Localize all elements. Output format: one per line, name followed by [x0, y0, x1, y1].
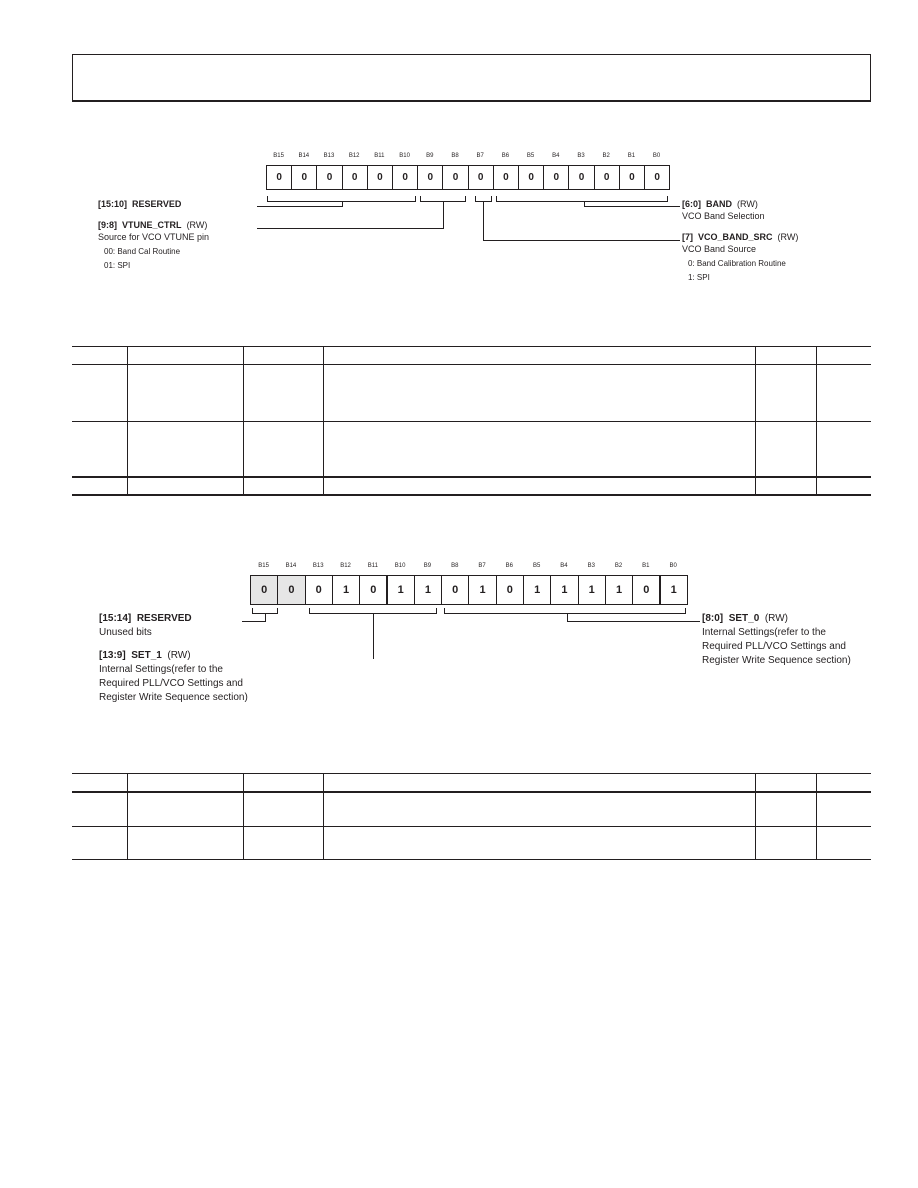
- bit-label-b12: B12: [348, 153, 360, 159]
- bit-label-b5: B5: [532, 563, 541, 569]
- r1-reserved-label: [15:10] RESERVED: [98, 199, 182, 209]
- r1-vtune-label: [9:8] VTUNE_CTRL (RW): [98, 220, 208, 230]
- bit-value-b11: 0: [367, 165, 393, 190]
- page-header-box: [72, 54, 871, 102]
- bit-label-b2: B2: [614, 563, 623, 569]
- bit-label-b3: B3: [587, 563, 595, 569]
- bit-value-b6: 0: [496, 575, 524, 605]
- bit-value-b5: 0: [518, 165, 544, 190]
- bit-label-b6: B6: [501, 153, 510, 159]
- bit-label-b15: B15: [273, 153, 284, 159]
- bit-value-b0: 0: [644, 165, 670, 190]
- bit-value-b7: 1: [468, 575, 496, 605]
- bit-label-b10: B10: [399, 153, 410, 159]
- r1-band-label: [6:0] BAND (RW): [682, 199, 758, 209]
- bit-value-b4: 0: [543, 165, 569, 190]
- bit-value-b13: 0: [305, 575, 333, 605]
- bit-value-b15: 0: [250, 575, 278, 605]
- bit-label-b10: B10: [394, 563, 406, 569]
- bit-label-b9: B9: [426, 153, 434, 159]
- bit-value-b15: 0: [266, 165, 292, 190]
- bit-label-b3: B3: [577, 153, 585, 159]
- bit-value-b6: 0: [493, 165, 519, 190]
- bit-value-b8: 0: [442, 165, 468, 190]
- bit-label-b12: B12: [340, 563, 351, 569]
- bit-label-b6: B6: [505, 563, 513, 569]
- bit-value-b9: 0: [417, 165, 443, 190]
- r2-reserved-label: [15:14] RESERVED: [99, 613, 192, 624]
- bit-label-b13: B13: [312, 563, 324, 569]
- r2-set0-label: [8:0] SET_0 (RW): [702, 613, 788, 624]
- r1-vtune-option-1: 01: SPI: [104, 261, 131, 270]
- bit-value-b2: 0: [594, 165, 620, 190]
- r2-set0-desc-0: Internal Settings(refer to the: [702, 627, 826, 638]
- bit-label-b7: B7: [478, 563, 486, 569]
- bit-value-b12: 0: [342, 165, 368, 190]
- r1-band-src-label: [7] VCO_BAND_SRC (RW): [682, 232, 799, 242]
- bit-label-b14: B14: [285, 563, 297, 569]
- r1-vtune-desc: Source for VCO VTUNE pin: [98, 232, 210, 242]
- r1-vtune-option-0: 00: Band Cal Routine: [104, 247, 181, 256]
- r1-band-src-option-0: 0: Band Calibration Routine: [688, 259, 786, 268]
- bit-value-b10: 0: [392, 165, 418, 190]
- bit-label-b4: B4: [560, 563, 568, 569]
- bit-value-b7: 0: [468, 165, 494, 190]
- r1-band-src-option-1: 1: SPI: [688, 273, 710, 282]
- r2-set1-label: [13:9] SET_1 (RW): [99, 650, 191, 661]
- r1-band-desc: VCO Band Selection: [682, 211, 765, 221]
- bit-value-b1: 0: [632, 575, 660, 605]
- bit-label-b11: B11: [374, 153, 385, 159]
- bit-value-b2: 1: [605, 575, 633, 605]
- bit-label-b8: B8: [451, 563, 459, 569]
- bit-value-b14: 0: [277, 575, 305, 605]
- bit-label-b14: B14: [298, 153, 310, 159]
- bit-value-b3: 1: [578, 575, 606, 605]
- r2-set1-desc-1: Required PLL/VCO Settings and: [99, 678, 243, 689]
- bit-label-b11: B11: [367, 563, 378, 569]
- r2-set1-desc-2: Register Write Sequence section): [99, 692, 248, 703]
- bit-label-b1: B1: [627, 153, 636, 159]
- bit-value-b3: 0: [568, 165, 594, 190]
- bit-value-b8: 0: [441, 575, 469, 605]
- bit-label-b4: B4: [552, 153, 560, 159]
- bit-label-b9: B9: [423, 563, 432, 569]
- bit-label-b7: B7: [476, 153, 484, 159]
- bit-label-b15: B15: [258, 563, 269, 569]
- r1-band-src-desc: VCO Band Source: [682, 244, 757, 254]
- bit-label-b0: B0: [669, 563, 677, 569]
- bit-label-b13: B13: [323, 153, 335, 159]
- bit-value-b0: 1: [660, 575, 688, 605]
- bit-value-b12: 1: [332, 575, 360, 605]
- r2-reserved-desc: Unused bits: [99, 627, 152, 638]
- bit-value-b1: 0: [619, 165, 645, 190]
- bit-value-b5: 1: [523, 575, 551, 605]
- bit-value-b4: 1: [550, 575, 578, 605]
- r2-set0-desc-1: Required PLL/VCO Settings and: [702, 641, 846, 652]
- bit-value-b9: 1: [414, 575, 442, 605]
- bit-value-b14: 0: [291, 165, 317, 190]
- bit-value-b10: 1: [387, 575, 415, 605]
- bit-label-b2: B2: [602, 153, 610, 159]
- bit-value-b11: 0: [359, 575, 387, 605]
- bit-label-b8: B8: [451, 153, 459, 159]
- bit-label-b5: B5: [526, 153, 535, 159]
- bit-value-b13: 0: [316, 165, 342, 190]
- bit-label-b0: B0: [652, 153, 661, 159]
- r2-set1-desc-0: Internal Settings(refer to the: [99, 664, 223, 675]
- r2-set0-desc-2: Register Write Sequence section): [702, 655, 851, 666]
- bit-label-b1: B1: [642, 563, 650, 569]
